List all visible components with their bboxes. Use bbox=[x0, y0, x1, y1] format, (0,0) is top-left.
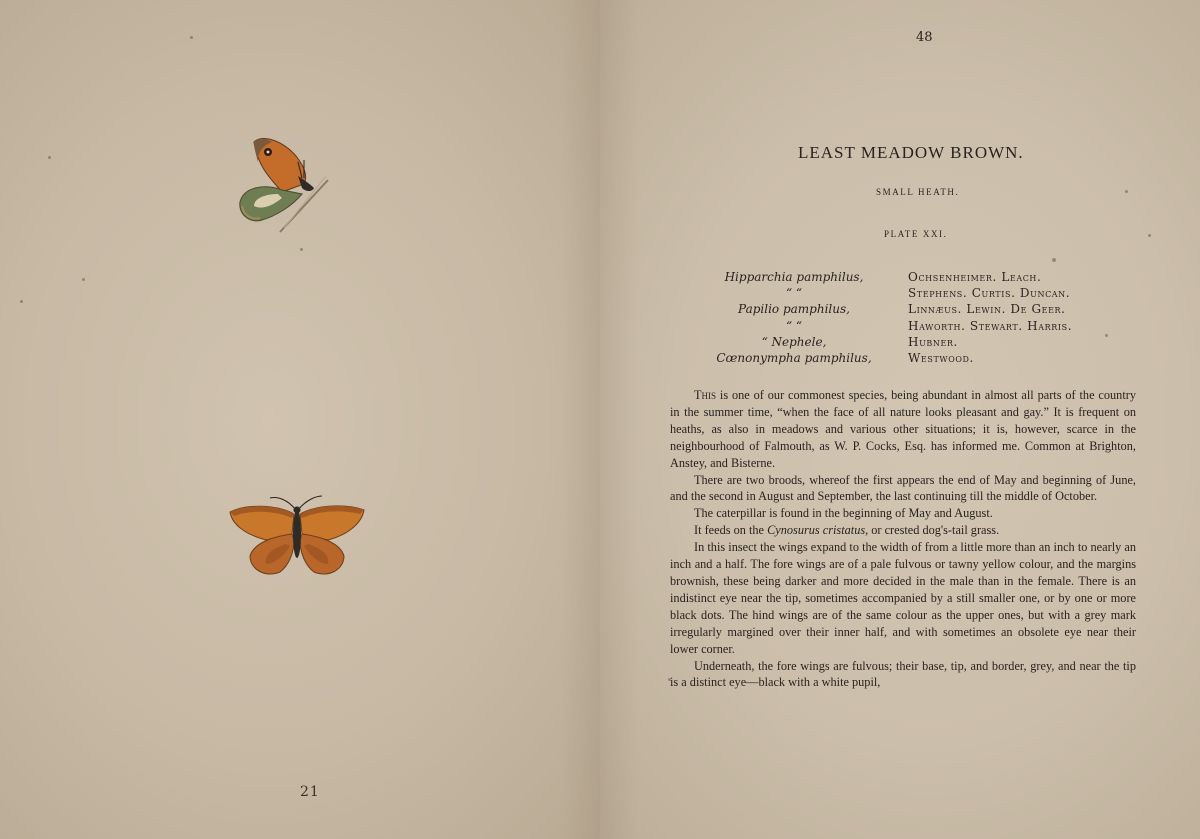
page-number: 48 bbox=[916, 30, 933, 45]
paragraph: The caterpillar is found in the beginning of May and August. bbox=[694, 506, 993, 521]
synonym-authors bbox=[908, 269, 1138, 366]
paragraph-lead-word: This bbox=[694, 388, 717, 402]
body-text bbox=[670, 387, 1136, 691]
plate-reference: PLATE XXI. bbox=[884, 229, 948, 239]
paragraph-text: or crested dog's-tail grass. bbox=[868, 523, 1000, 538]
paragraph-text: It feeds on the bbox=[694, 523, 768, 538]
synonym-authors-line: Hubner. bbox=[908, 334, 958, 349]
paper-speck bbox=[1052, 258, 1056, 262]
synonym-authors-line: Ochsenheimer. Leach. bbox=[908, 270, 1042, 284]
synonym-name: “ “ bbox=[785, 286, 803, 301]
paragraph: There are two broods, whereof the first appears the end of May and beginning of June, and the second in August and September, the last continuing till the middle of October. bbox=[670, 472, 1136, 504]
paper-speck bbox=[82, 278, 85, 281]
synonym-name: “ “ bbox=[785, 318, 803, 333]
butterfly-open-wings-illustration bbox=[226, 490, 368, 580]
synonym-names bbox=[704, 269, 884, 366]
synonym-authors-line: Westwood. bbox=[908, 351, 974, 366]
synonym-authors-line: Stephens. Curtis. Duncan. bbox=[908, 286, 1071, 301]
synonym-authors-line: Haworth. Stewart. Harris. bbox=[908, 318, 1073, 333]
species-name: Cynosurus cristatus, bbox=[767, 523, 869, 538]
page-title: LEAST MEADOW BROWN. bbox=[798, 143, 1024, 162]
paper-speck bbox=[1148, 234, 1151, 237]
text-page bbox=[600, 0, 1200, 839]
paragraph: In this insect the wings expand to the width of from a little more than an inch to nearly an inch and a half. The fore wings are of a pale fulvous or tawny yellow colour, and the margins brownish, these being darker and more decided in the male than in the female. There is an indistinct eye near the tip, sometimes accompanied by a still smaller one, or by one or more black dots. The hind wings are of the same colour as the upper ones, but with a grey mark irregularly margined over their inner half, and with sometimes an obsolete eye near their lower corner. bbox=[670, 540, 1136, 656]
paper-speck bbox=[48, 156, 51, 159]
butterfly-side-view-illustration bbox=[232, 132, 332, 236]
paragraph: Underneath, the fore wings are fulvous; their base, tip, and border, grey, and near the tip is a distinct eye—black with a white pupil, bbox=[670, 658, 1136, 690]
plate-page-number: 21 bbox=[300, 784, 320, 800]
synonym-name: Papilio pamphilus, bbox=[738, 302, 850, 317]
paper-speck bbox=[300, 248, 303, 251]
paragraph-text: is one of our commonest species, being abundant in almost all parts of the country in the summer time, “when the face of all nature looks pleasant and gay.” It is frequent on heaths, as also in meadows and various other situations; it is, however, scarce in the neighbourhood of Falmouth, as W. P. Cocks, Esq. has informed me. Common at Brighton, Anstey, and Bisterne. bbox=[670, 388, 1136, 470]
synonym-name: “ Nephele, bbox=[761, 334, 827, 349]
synonym-name: Cœnonympha pamphilus, bbox=[716, 351, 872, 366]
paper-speck bbox=[1125, 190, 1128, 193]
page-subtitle: SMALL HEATH. bbox=[876, 187, 960, 197]
paragraph bbox=[670, 387, 1136, 472]
synonym-authors-line: Linnæus. Lewin. De Geer. bbox=[908, 302, 1066, 317]
paper-speck bbox=[190, 36, 193, 39]
paragraph bbox=[670, 522, 1136, 539]
paper-speck bbox=[20, 300, 23, 303]
synonym-name: Hipparchia pamphilus, bbox=[724, 270, 864, 284]
